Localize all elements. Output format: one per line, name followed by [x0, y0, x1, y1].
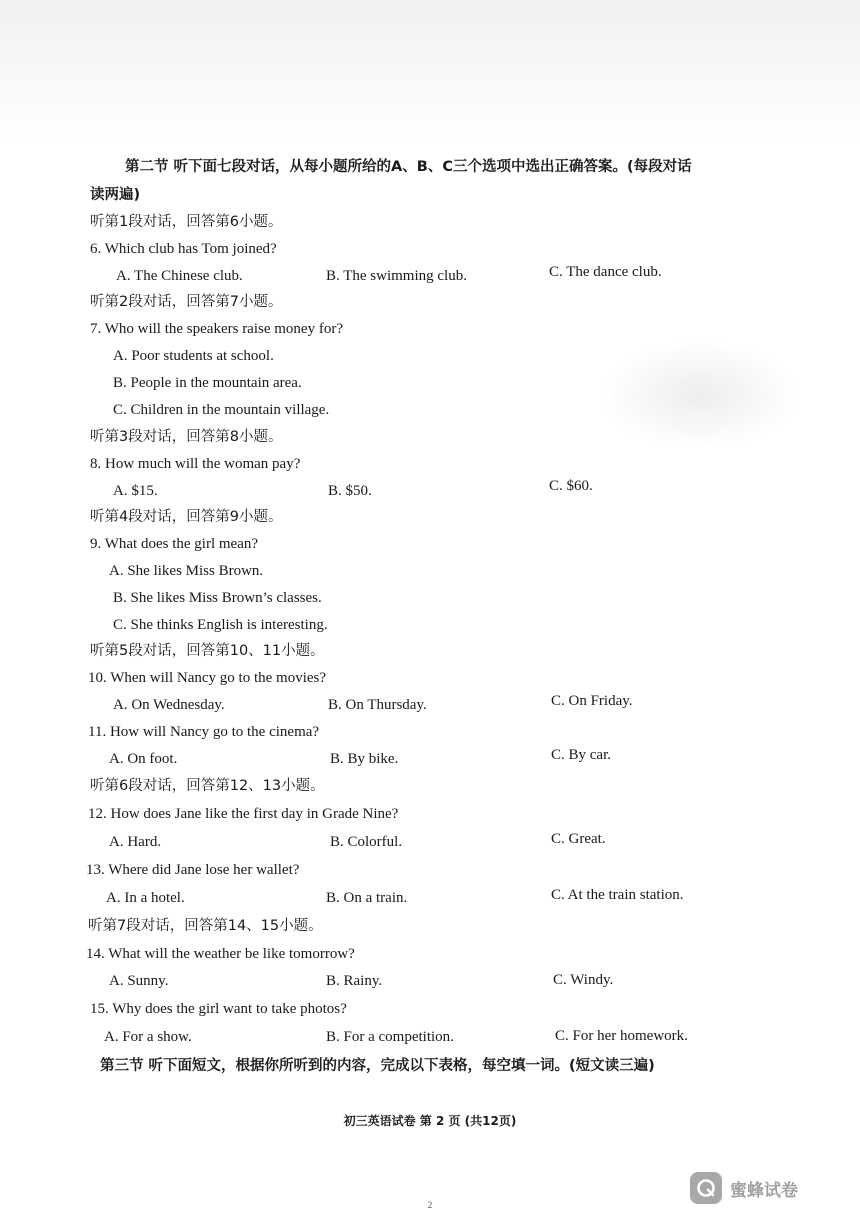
- watermark-text: 蜜蜂试卷: [730, 1180, 798, 1201]
- question-15: 15. Why does the girl want to take photos?: [90, 1001, 347, 1017]
- dialogue-intro: 听第3段对话，回答第8小题。: [90, 429, 283, 445]
- option-12b: B. Colorful.: [330, 834, 403, 850]
- option-10a: A. On Wednesday.: [113, 697, 225, 713]
- option-8c: C. $60.: [549, 478, 593, 494]
- option-11c: C. By car.: [551, 747, 611, 763]
- option-14a: A. Sunny.: [109, 973, 169, 989]
- option-9c: C. She thinks English is interesting.: [113, 617, 328, 633]
- question-10: 10. When will Nancy go to the movies?: [88, 670, 327, 686]
- option-12a: A. Hard.: [109, 834, 162, 850]
- question-8: 8. How much will the woman pay?: [90, 456, 301, 472]
- option-13a: A. In a hotel.: [106, 890, 185, 906]
- option-10c: C. On Friday.: [551, 693, 633, 709]
- dialogue-intro: 听第1段对话，回答第6小题。: [90, 214, 283, 230]
- option-11b: B. By bike.: [330, 751, 399, 767]
- option-14b: B. Rainy.: [326, 973, 383, 989]
- option-13c: C. At the train station.: [551, 887, 684, 903]
- scan-smudge: [600, 340, 800, 450]
- option-15a: A. For a show.: [104, 1029, 192, 1045]
- option-9a: A. She likes Miss Brown.: [109, 563, 264, 579]
- question-12: 12. How does Jane like the first day in Grade Nine?: [88, 806, 399, 822]
- watermark: [690, 1170, 798, 1206]
- page-number: 2: [427, 1200, 433, 1210]
- question-11: 11. How will Nancy go to the cinema?: [88, 724, 320, 740]
- option-7b: B. People in the mountain area.: [113, 375, 302, 391]
- dialogue-intro: 听第7段对话，回答第14、15小题。: [88, 918, 323, 934]
- question-6: 6. Which club has Tom joined?: [90, 241, 277, 257]
- option-15b: B. For a competition.: [326, 1029, 454, 1045]
- question-14: 14. What will the weather be like tomorrow?: [86, 946, 355, 962]
- option-6a: A. The Chinese club.: [116, 268, 243, 284]
- option-14c: C. Windy.: [553, 972, 614, 988]
- dialogue-intro: 听第6段对话，回答第12、13小题。: [90, 778, 325, 794]
- scan-shadow: [0, 0, 860, 140]
- section2-header: 第二节 听下面七段对话，从每小题所给的A、B、C三个选项中选出正确答案。(每段对话: [125, 159, 692, 175]
- dialogue-intro: 听第4段对话，回答第9小题。: [90, 509, 283, 525]
- section3-header: 第三节 听下面短文，根据你所听到的内容，完成以下表格，每空填一词。(短文读三遍): [100, 1058, 655, 1074]
- option-13b: B. On a train.: [326, 890, 408, 906]
- option-9b: B. She likes Miss Brown’s classes.: [113, 590, 322, 606]
- section2-header-cont: 读两遍): [90, 187, 141, 203]
- bee-logo-icon: [690, 1172, 722, 1204]
- option-11a: A. On foot.: [109, 751, 178, 767]
- page-footer: 初三英语试卷 第 2 页 (共12页): [343, 1114, 517, 1128]
- question-13: 13. Where did Jane lose her wallet?: [86, 862, 300, 878]
- option-7a: A. Poor students at school.: [113, 348, 274, 364]
- question-7: 7. Who will the speakers raise money for?: [90, 321, 343, 337]
- option-7c: C. Children in the mountain village.: [113, 402, 330, 418]
- option-8b: B. $50.: [328, 483, 372, 499]
- option-6b: B. The swimming club.: [326, 268, 467, 284]
- dialogue-intro: 听第5段对话，回答第10、11小题。: [90, 643, 325, 659]
- option-6c: C. The dance club.: [549, 264, 662, 280]
- option-15c: C. For her homework.: [555, 1028, 688, 1044]
- option-8a: A. $15.: [113, 483, 158, 499]
- question-9: 9. What does the girl mean?: [90, 536, 259, 552]
- option-12c: C. Great.: [551, 831, 606, 847]
- dialogue-intro: 听第2段对话，回答第7小题。: [90, 294, 283, 310]
- option-10b: B. On Thursday.: [328, 697, 427, 713]
